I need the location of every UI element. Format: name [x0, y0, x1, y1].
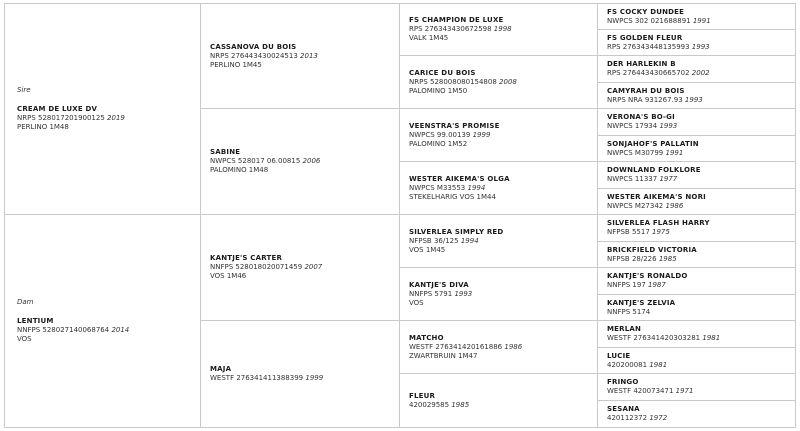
horse-name: SILVERLEA SIMPLY RED	[409, 227, 504, 236]
horse-name: FS GOLDEN FLEUR	[607, 33, 683, 42]
horse-name: SABINE	[210, 148, 241, 156]
horse-name: CASSANOVA DU BOIS	[210, 42, 297, 51]
registration: 420029585 1985	[409, 400, 470, 409]
gggp-cell	[598, 162, 796, 189]
registration: NRPS NRA 931267.93 1993	[607, 95, 703, 104]
color-height: VOS 1M46	[210, 272, 247, 280]
ggp-cell	[400, 109, 598, 162]
ggp-cell	[400, 3, 598, 56]
sire-sire-cell	[201, 3, 400, 109]
color-height: PALOMINO 1M50	[409, 86, 468, 95]
gggp-cell	[598, 109, 796, 136]
color-height: PERLINO 1M48	[17, 123, 69, 131]
horse-name: MATCHO	[409, 333, 444, 342]
horse-name: MERLAN	[607, 325, 642, 333]
gggp-cell	[598, 268, 796, 295]
registration: NNFPS 528027140068764 2014	[17, 326, 130, 334]
horse-name: FRINGO	[607, 378, 639, 386]
color-height: VOS	[17, 335, 32, 343]
color-height: VALK 1M45	[409, 34, 449, 42]
gggp-cell	[598, 348, 796, 374]
registration: NWPCS M33553 1994	[409, 183, 486, 192]
horse-name: FS COCKY DUNDEE	[607, 7, 685, 16]
horse-name: SESANA	[607, 405, 640, 413]
registration: NFPSB 28/226 1985	[607, 254, 677, 263]
horse-name: CAMYRAH DU BOIS	[607, 86, 685, 95]
gggp-cell	[598, 189, 796, 215]
horse-name: SONJAHOF'S PALLATIN	[607, 139, 699, 148]
horse-name: DOWNLAND FOLKLORE	[607, 166, 701, 174]
horse-name: KANTJE'S RONALDO	[607, 272, 688, 280]
registration: WESTF 420073471 1971	[607, 387, 694, 395]
registration: NWPCS M30799 1991	[607, 148, 684, 157]
ggp-cell	[400, 215, 598, 268]
horse-name: MAJA	[210, 365, 232, 373]
dam-cell	[4, 215, 201, 428]
registration: NNFPS 528018020071459 2007	[210, 263, 323, 271]
horse-name: WESTER AIKEMA'S NORI	[607, 192, 706, 201]
horse-name: LUCIE	[607, 351, 631, 360]
color-height: PALOMINO 1M48	[210, 166, 269, 174]
gggp-cell	[598, 30, 796, 56]
color-height: STEKELHARIG VOS 1M44	[409, 192, 496, 201]
registration: 420112372 1972	[607, 414, 668, 422]
registration: NFPSB 5517 1975	[607, 228, 670, 236]
registration: NWPCS 302 021688891 1991	[607, 16, 711, 25]
sire-cell	[4, 3, 201, 215]
horse-name: KANTJE'S DIVA	[409, 280, 469, 289]
gggp-cell	[598, 136, 796, 162]
gggp-cell	[598, 3, 796, 30]
pedigree-table	[4, 3, 796, 428]
registration: NWPCS 17934 1993	[607, 122, 678, 130]
horse-name: VEENSTRA'S PROMISE	[409, 121, 500, 130]
horse-name: WESTER AIKEMA'S OLGA	[409, 174, 510, 183]
horse-name: CREAM DE LUXE DV	[17, 105, 98, 113]
registration: NNFPS 5791 1993	[409, 289, 473, 298]
gggp-cell	[598, 321, 796, 348]
horse-name: BRICKFIELD VICTORIA	[607, 245, 697, 254]
gggp-cell	[598, 83, 796, 109]
color-height: VOS	[409, 298, 424, 307]
sire-role-label: Sire	[17, 86, 31, 94]
ggp-cell	[400, 162, 598, 215]
registration: WESTF 276341420161886 1986	[409, 342, 523, 351]
gggp-cell	[598, 374, 796, 401]
horse-name: KANTJE'S ZELVIA	[607, 298, 676, 307]
ggp-cell	[400, 321, 598, 374]
ggp-cell	[400, 268, 598, 321]
sire-dam-cell	[201, 109, 400, 215]
ggp-cell	[400, 374, 598, 428]
horse-name: CARICE DU BOIS	[409, 68, 476, 77]
registration: NNFPS 5174	[607, 307, 651, 316]
gggp-cell	[598, 56, 796, 83]
registration: NWPCS 99.00139 1999	[409, 130, 491, 139]
registration: RPS 276343448135993 1993	[607, 42, 710, 51]
registration: NRPS 528017201900125 2019	[17, 114, 125, 122]
registration: WESTF 276341420303281 1981	[607, 334, 721, 342]
registration: NRPS 276443430024513 2013	[210, 51, 318, 60]
registration: 420200081 1981	[607, 360, 668, 369]
horse-name: DER HARLEKIN B	[607, 60, 676, 68]
gggp-cell	[598, 242, 796, 268]
color-height: PALOMINO 1M52	[409, 139, 468, 148]
registration: NNFPS 197 1987	[607, 281, 666, 289]
registration: NWPCS M27342 1986	[607, 201, 684, 210]
gggp-cell	[598, 295, 796, 321]
color-height: PERLINO 1M45	[210, 60, 262, 69]
horse-name: VERONA'S BO-GI	[607, 113, 675, 121]
gggp-cell	[598, 401, 796, 428]
registration: WESTF 276341411388399 1999	[210, 374, 324, 382]
dam-role-label: Dam	[17, 298, 34, 306]
horse-name: FLEUR	[409, 391, 436, 400]
gggp-cell	[598, 215, 796, 242]
horse-name: FS CHAMPION DE LUXE	[409, 16, 504, 24]
registration: NRPS 528008080154808 2008	[409, 77, 517, 86]
registration: NFPSB 36/125 1994	[409, 236, 479, 245]
color-height: VOS 1M45	[409, 245, 446, 254]
ggp-cell	[400, 56, 598, 109]
registration: RPS 276343430672598 1998	[409, 25, 512, 33]
registration: NWPCS 11337 1977	[607, 175, 678, 183]
dam-sire-cell	[201, 215, 400, 321]
color-height: ZWARTBRUIN 1M47	[409, 351, 478, 360]
registration: NWPCS 528017 06.00815 2006	[210, 157, 321, 165]
registration: RPS 276443430665702 2002	[607, 69, 710, 77]
horse-name: LENTIUM	[17, 317, 54, 325]
horse-name: KANTJE'S CARTER	[210, 254, 283, 262]
dam-dam-cell	[201, 321, 400, 428]
horse-name: SILVERLEA FLASH HARRY	[607, 219, 710, 227]
